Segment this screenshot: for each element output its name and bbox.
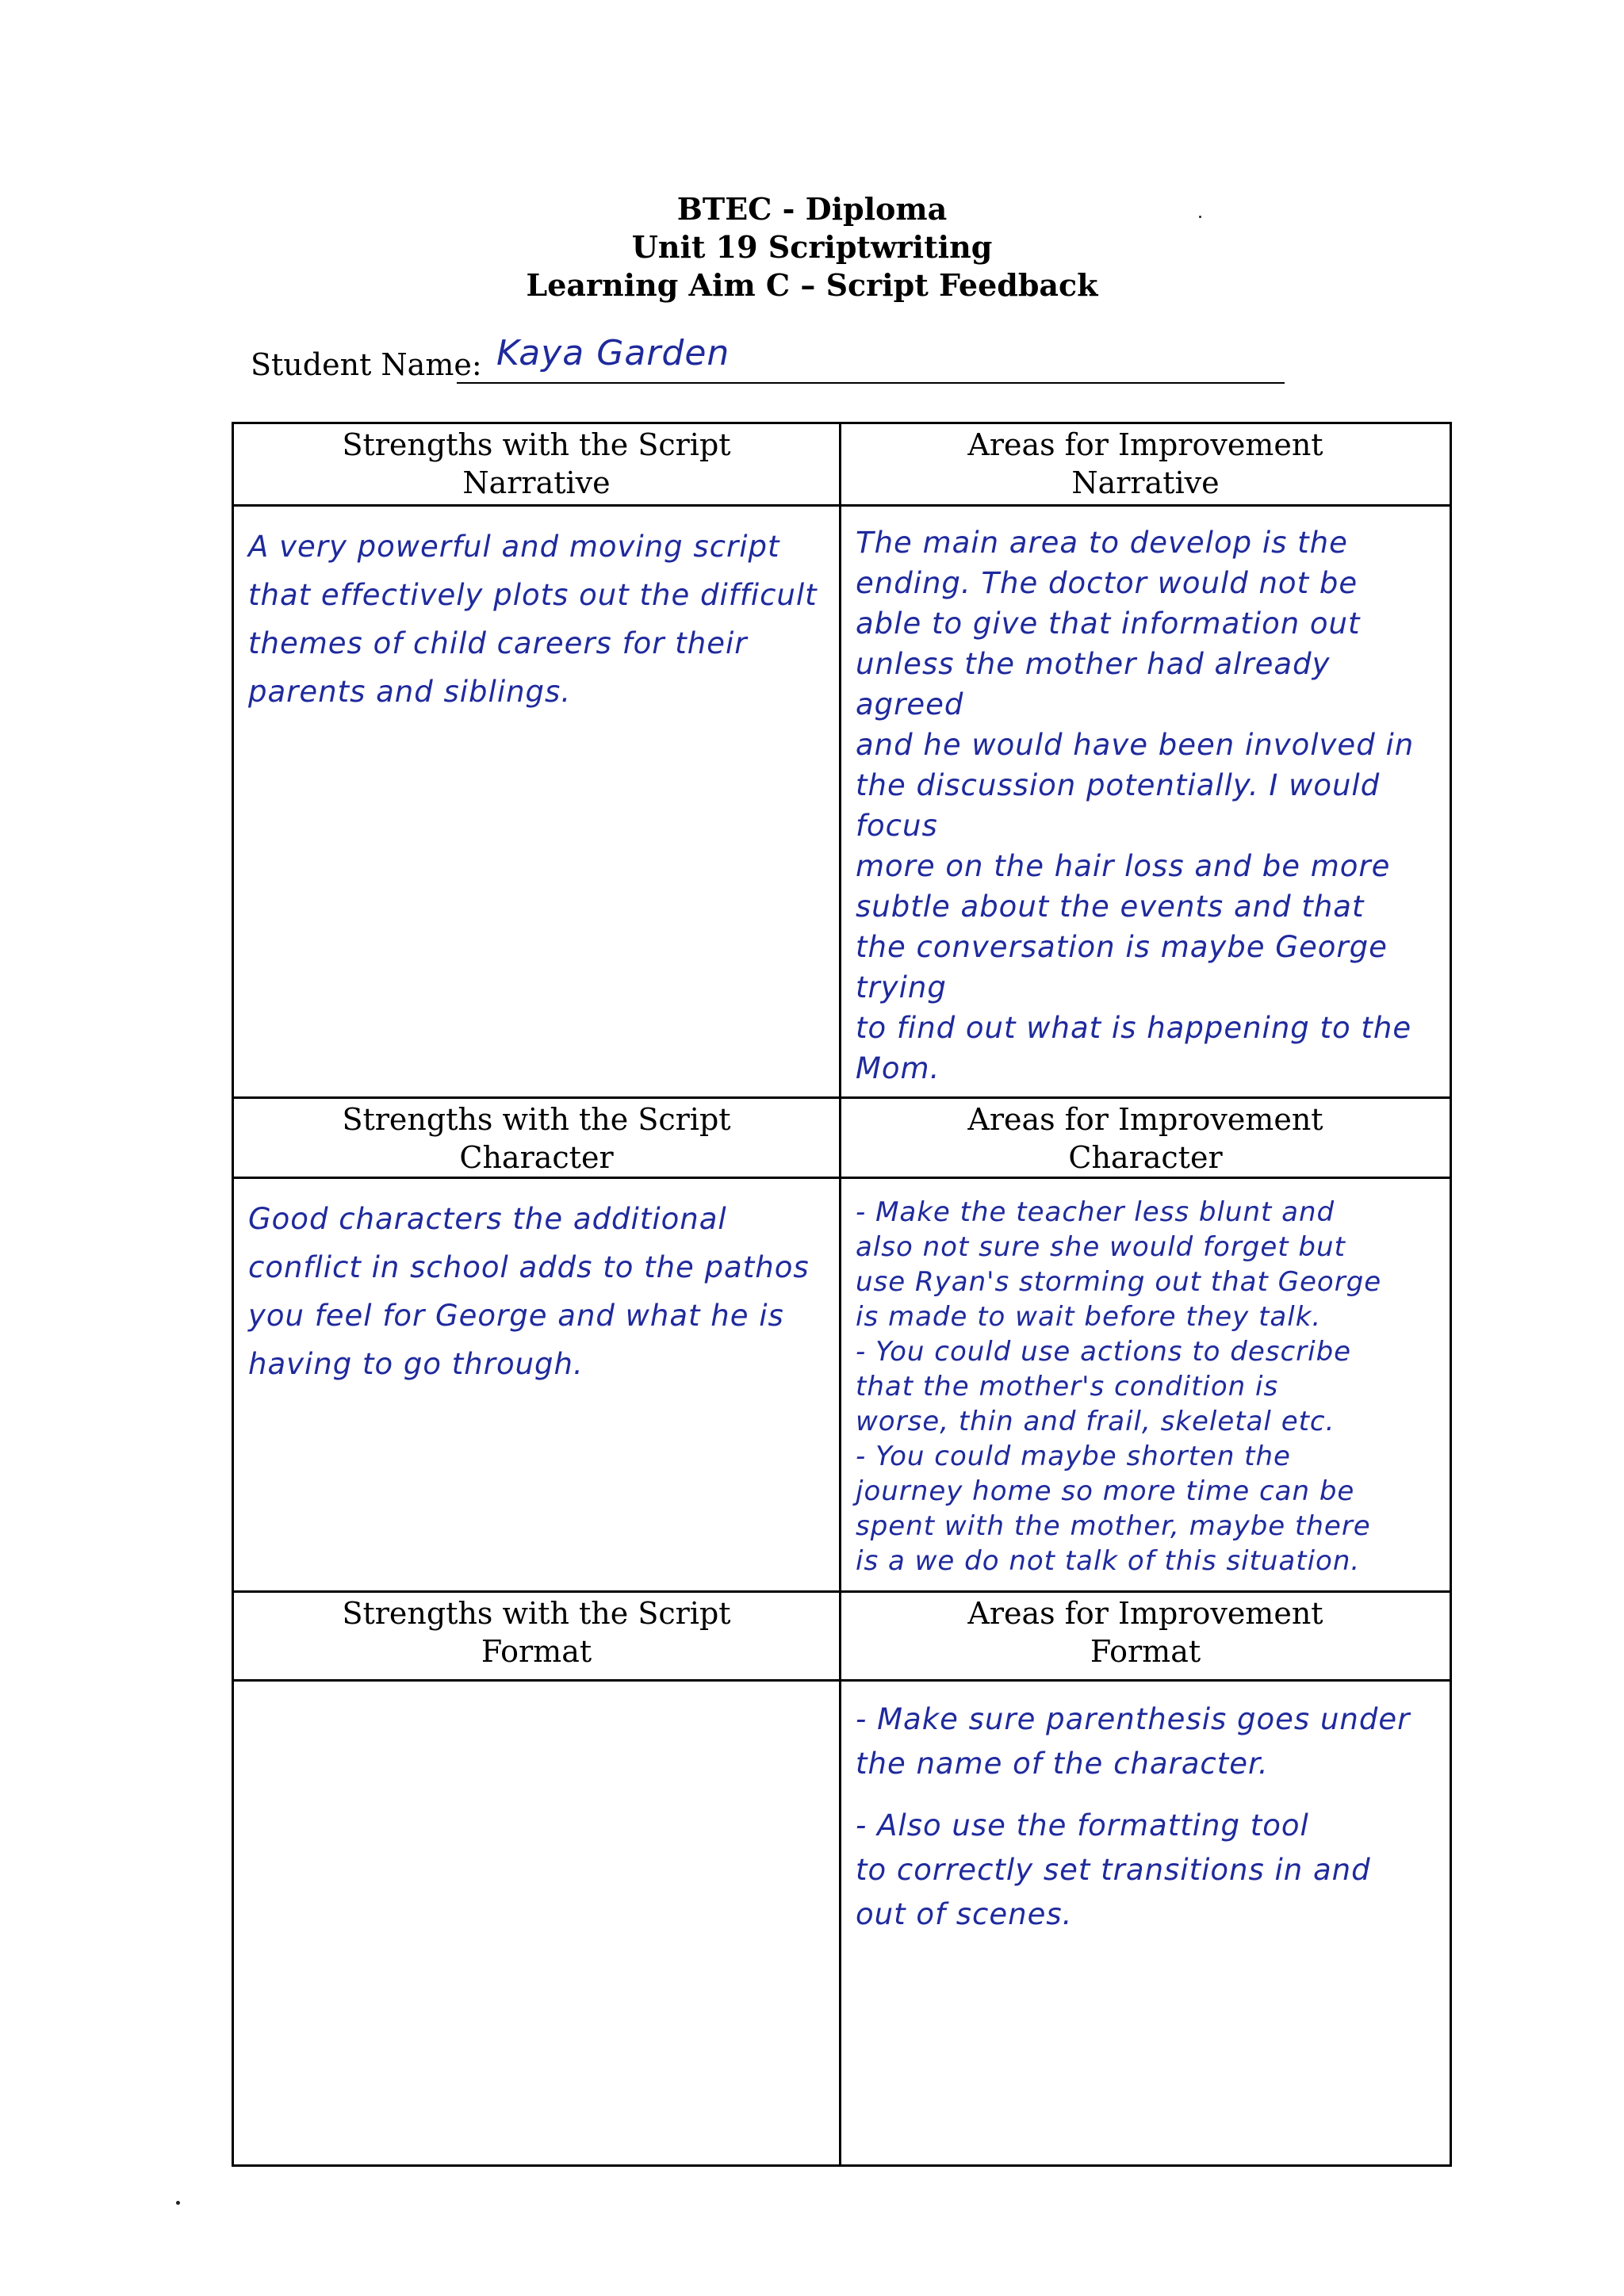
student-name-underline xyxy=(457,382,1285,384)
format-improvement-text: - Make sure parenthesis goes under the name of the character. - Also use the formatting tool to correctly set transitions in and out of scenes. xyxy=(856,1702,1411,1931)
character-strengths-text: Good characters the additional conflict in school adds to the pathos you feel for George and what he is having to go through. xyxy=(248,1202,810,1381)
scan-speck xyxy=(1199,216,1201,218)
narrative-strengths-header: Strengths with the Script Narrative xyxy=(233,423,841,506)
character-body-row xyxy=(233,1178,1451,1592)
header-unit: Unit 19 Scriptwriting xyxy=(631,229,993,265)
feedback-table xyxy=(232,422,1452,2167)
character-improvement-cell xyxy=(841,1178,1451,1592)
format-strengths-header: Strengths with the Script Format xyxy=(233,1592,841,1681)
document-header xyxy=(0,190,1624,304)
narrative-strengths-cell xyxy=(233,506,841,1098)
narrative-improvement-header: Areas for Improvement Narrative xyxy=(841,423,1451,506)
narrative-improvement-text: The main area to develop is the ending. The doctor would not be able to give that information out unless the mother had already agreed and he would have been involved in the discussion potentially. I would focus more on the hair loss and be more subtle about the events and that the conversation is maybe George trying to find out what is happening to the Mom. xyxy=(856,526,1415,1085)
narrative-strengths-text: A very powerful and moving script that effectively plots out the difficult themes of child careers for their parents and siblings. xyxy=(248,530,818,709)
narrative-body-row xyxy=(233,506,1451,1098)
character-improvement-header: Areas for Improvement Character xyxy=(841,1098,1451,1178)
format-strengths-cell xyxy=(233,1681,841,2166)
student-name-handwritten: Kaya Garden xyxy=(496,333,730,373)
header-course: BTEC - Diploma xyxy=(676,191,948,227)
format-body-row xyxy=(233,1681,1451,2166)
format-header-row xyxy=(233,1592,1451,1681)
narrative-header-row xyxy=(233,423,1451,506)
student-name-row xyxy=(251,333,1044,388)
student-name-label: Student Name: xyxy=(251,347,482,382)
character-strengths-header: Strengths with the Script Character xyxy=(233,1098,841,1178)
character-improvement-text: - Make the teacher less blunt and also not sure she would forget but use Ryan's storming out that George is made to wait before they talk. - You could use actions to describe that the mother's condition is worse, thin and frail, skeletal etc. - You could maybe shorten the journey home so more time can be spent with the mother, maybe there is a we do not talk of this situation. xyxy=(856,1196,1382,1577)
scan-speck xyxy=(176,2201,180,2205)
header-aim: Learning Aim C – Script Feedback xyxy=(526,267,1098,303)
character-header-row xyxy=(233,1098,1451,1178)
format-improvement-header: Areas for Improvement Format xyxy=(841,1592,1451,1681)
format-improvement-cell xyxy=(841,1681,1451,2166)
character-strengths-cell xyxy=(233,1178,841,1592)
narrative-improvement-cell xyxy=(841,506,1451,1098)
